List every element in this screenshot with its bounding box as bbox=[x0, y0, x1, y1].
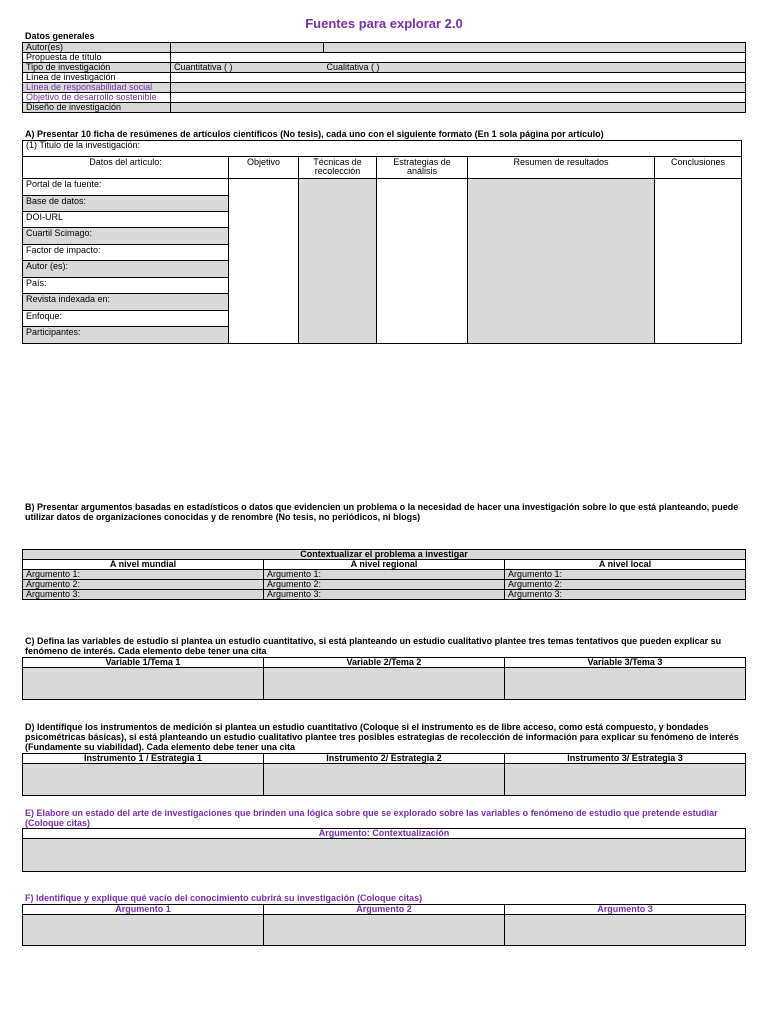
resumen-cell[interactable] bbox=[468, 179, 655, 344]
context-table bbox=[22, 549, 746, 600]
article-field[interactable]: Factor de impacto: bbox=[23, 245, 229, 261]
general-value[interactable] bbox=[171, 53, 324, 63]
variable-cell[interactable] bbox=[505, 668, 746, 700]
argument-cell[interactable]: Argumento 1: bbox=[264, 570, 505, 580]
section-c-heading: C) Defina las variables de estudio si plantea un estudio cuantitativo, si está planteando un estudio cualitativo plantee tres temas tentativos que pueden explicar su fenómeno de interés. Cada elemento debe tener una cita bbox=[25, 636, 722, 656]
variable-cell[interactable] bbox=[264, 668, 505, 700]
section-a-heading: A) Presentar 10 ficha de resúmenes de artículos científicos (No tesis), cada uno con el siguiente formato (En 1 sola página por artículo) bbox=[25, 129, 604, 139]
general-value[interactable] bbox=[171, 43, 324, 53]
argument-cell[interactable]: Argumento 1: bbox=[505, 570, 746, 580]
tecnicas-cell[interactable] bbox=[299, 179, 377, 344]
article-field[interactable]: DOI-URL bbox=[23, 212, 229, 228]
general-table bbox=[22, 42, 746, 113]
context-table-title: Contextualizar el problema a investigar bbox=[23, 550, 746, 560]
general-value[interactable] bbox=[324, 73, 746, 83]
page-title: Fuentes para explorar 2.0 bbox=[305, 16, 463, 31]
general-label: Autor(es) bbox=[23, 43, 171, 53]
general-value[interactable] bbox=[171, 83, 324, 93]
estrategias-cell[interactable] bbox=[377, 179, 468, 344]
objetivo-cell[interactable] bbox=[229, 179, 299, 344]
section-e-heading: E) Elabore un estado del arte de investigaciones que brinden una lógica sobre que se explorado sobre las variables o fenómeno de estudio que pretende estudiar (Coloque citas) bbox=[25, 808, 718, 828]
article-field[interactable]: Portal de la fuente: bbox=[23, 179, 229, 196]
col-header: A nivel regional bbox=[264, 560, 505, 570]
argument-cell[interactable]: Argumento 3: bbox=[505, 590, 746, 600]
col-header: Técnicas de recolección bbox=[299, 157, 377, 179]
general-label: Línea de investigación bbox=[23, 73, 171, 83]
general-value[interactable] bbox=[324, 93, 746, 103]
col-header: Variable 2/Tema 2 bbox=[264, 658, 505, 668]
general-label: Objetivo de desarrollo sostenible bbox=[23, 93, 171, 103]
instrument-cell[interactable] bbox=[23, 764, 264, 796]
general-value[interactable] bbox=[171, 93, 324, 103]
gap-cell[interactable] bbox=[264, 915, 505, 946]
general-value[interactable] bbox=[171, 73, 324, 83]
article-field[interactable]: Base de datos: bbox=[23, 196, 229, 212]
instrument-cell[interactable] bbox=[505, 764, 746, 796]
col-header: Argumento: Contextualización bbox=[23, 829, 746, 839]
col-header: Instrumento 2/ Estrategia 2 bbox=[264, 754, 505, 764]
gap-cell[interactable] bbox=[505, 915, 746, 946]
col-header: A nivel mundial bbox=[23, 560, 264, 570]
col-header: Variable 1/Tema 1 bbox=[23, 658, 264, 668]
general-value[interactable] bbox=[324, 103, 746, 113]
col-header: Instrumento 1 / Estrategia 1 bbox=[23, 754, 264, 764]
article-field[interactable]: Participantes: bbox=[23, 327, 229, 344]
argument-cell[interactable]: Argumento 2: bbox=[23, 580, 264, 590]
argument-cell[interactable]: Argumento 3: bbox=[23, 590, 264, 600]
cuantitativa-option[interactable]: Cuantitativa ( ) bbox=[171, 63, 324, 73]
article-field[interactable]: Cuartil Scimago: bbox=[23, 228, 229, 245]
col-header: Variable 3/Tema 3 bbox=[505, 658, 746, 668]
section-d-heading: D) Identifique los instrumentos de medición si plantea un estudio cuantitativo (Coloque si el instrumento es de libre acceso, como está compuesto, y bondades psicométricas básicas), si está planteando un estudio cualitativo plantee tres posibles estrategias de recolección de información para explicar su fenómeno de interés (Fundamente su viabilidad). Cada elemento debe tener una cita bbox=[25, 722, 739, 752]
article-summary-table bbox=[22, 140, 742, 344]
article-field[interactable]: Enfoque: bbox=[23, 311, 229, 327]
state-of-art-cell[interactable] bbox=[23, 839, 746, 872]
col-header: A nivel local bbox=[505, 560, 746, 570]
col-header: Argumento 1 bbox=[23, 905, 264, 915]
variable-cell[interactable] bbox=[23, 668, 264, 700]
col-header: Resumen de resultados bbox=[468, 157, 655, 179]
col-header: Datos del artículo: bbox=[23, 157, 229, 179]
state-of-art-table bbox=[22, 828, 746, 872]
article-field[interactable]: Revista indexada en: bbox=[23, 294, 229, 311]
general-label: Diseño de investigación bbox=[23, 103, 171, 113]
general-value[interactable] bbox=[324, 43, 746, 53]
general-value[interactable] bbox=[171, 103, 324, 113]
section-b-heading: B) Presentar argumentos basadas en estadísticos o datos que evidencien un problema o la necesidad de hacer una investigación sobre lo que está planteando, puede utilizar datos de organizaciones conocidas y de renombre (No tesis, no periódicos, ni blogs) bbox=[25, 502, 739, 522]
general-label: Tipo de investigación bbox=[23, 63, 171, 73]
research-title-field[interactable]: (1) Titulo de la investigación: bbox=[23, 141, 742, 157]
argument-cell[interactable]: Argumento 2: bbox=[505, 580, 746, 590]
col-header: Objetivo bbox=[229, 157, 299, 179]
instrument-cell[interactable] bbox=[264, 764, 505, 796]
general-label: Propuesta de título bbox=[23, 53, 171, 63]
col-header: Argumento 2 bbox=[264, 905, 505, 915]
gap-cell[interactable] bbox=[23, 915, 264, 946]
knowledge-gap-table bbox=[22, 904, 746, 946]
argument-cell[interactable]: Argumento 2: bbox=[264, 580, 505, 590]
section-f-heading: F) Identifique y explique qué vacío del conocimiento cubrirá su investigación (Coloque citas) bbox=[25, 893, 423, 903]
col-header: Instrumento 3/ Estrategia 3 bbox=[505, 754, 746, 764]
col-header: Conclusiones bbox=[655, 157, 742, 179]
cualitativa-option[interactable]: Cualitativa ( ) bbox=[324, 63, 746, 73]
col-header: Argumento 3 bbox=[505, 905, 746, 915]
general-label: Línea de responsabilidad social bbox=[23, 83, 171, 93]
variables-table bbox=[22, 657, 746, 700]
col-header: Estrategias de análisis bbox=[377, 157, 468, 179]
article-field[interactable]: Autor (es): bbox=[23, 261, 229, 278]
argument-cell[interactable]: Argumento 3: bbox=[264, 590, 505, 600]
general-value[interactable] bbox=[324, 53, 746, 63]
general-heading: Datos generales bbox=[25, 31, 95, 41]
instruments-table bbox=[22, 753, 746, 796]
general-value[interactable] bbox=[324, 83, 746, 93]
article-field[interactable]: País: bbox=[23, 278, 229, 294]
conclusiones-cell[interactable] bbox=[655, 179, 742, 344]
argument-cell[interactable]: Argumento 1: bbox=[23, 570, 264, 580]
